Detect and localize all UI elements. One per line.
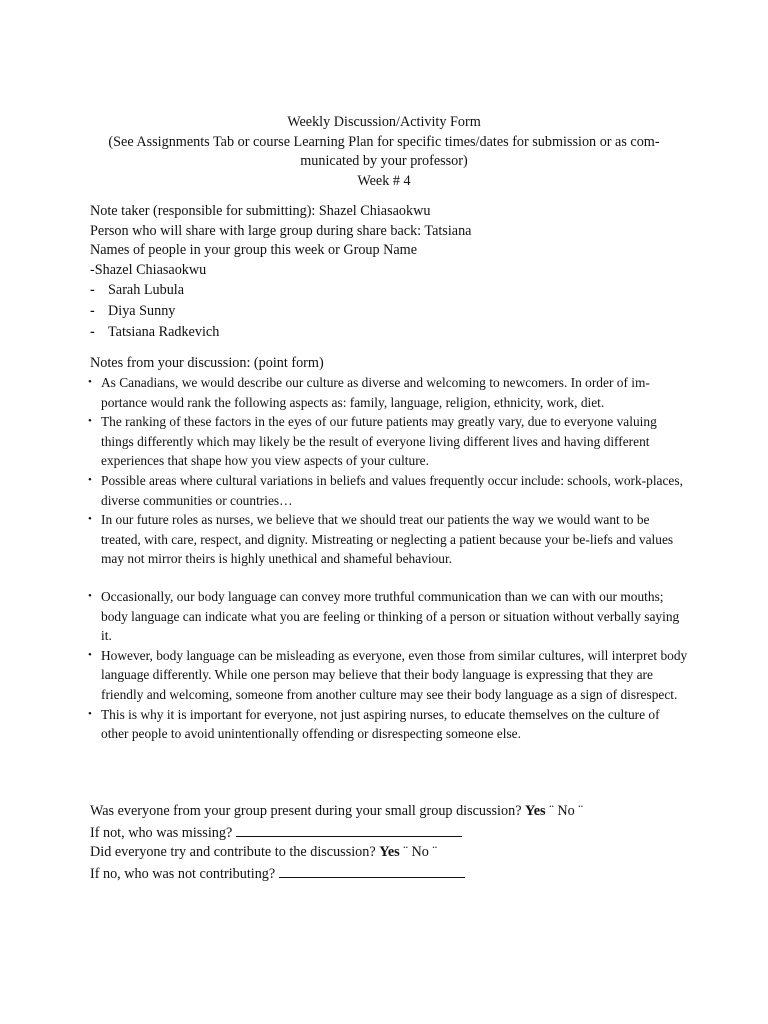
options-text: ¨ No ¨ xyxy=(545,803,583,819)
attendance-questions xyxy=(90,802,700,884)
form-subtitle: (See Assignments Tab or course Learning Plan for specific times/dates for submission or as com-municated by your professor) xyxy=(108,133,660,169)
note-text: In our future roles as nurses, we believe that we should treat our patients the way we would want to be treated, with care, respect, and dignity. Mistreating or neglecting a patient because your be-liefs and values may not mirror theirs is highly unethical and shameful behaviour. xyxy=(101,512,674,567)
member-name: Tatsiana Radkevich xyxy=(108,324,220,340)
question-text: If no, who was not contributing? xyxy=(90,865,276,882)
group-info xyxy=(90,202,690,343)
dash-marker: - xyxy=(90,282,95,298)
member-item xyxy=(90,301,690,322)
question-not-contributing xyxy=(90,863,700,885)
dash-marker: - xyxy=(90,324,95,340)
bullet-icon: • xyxy=(88,513,92,526)
dash-marker: - xyxy=(90,303,95,319)
question-text: Did everyone try and contribute to the discussion? xyxy=(90,844,376,861)
note-item xyxy=(88,471,688,510)
question-contribute xyxy=(90,843,700,863)
notes-list-2 xyxy=(88,587,688,744)
notes-heading: Notes from your discussion: (point form) xyxy=(90,355,324,371)
group-names-label: Names of people in your group this week or Group Name xyxy=(90,242,418,258)
notes-list-1 xyxy=(88,373,688,569)
form-title: Weekly Discussion/Activity Form xyxy=(287,114,481,130)
note-item xyxy=(88,587,688,646)
answer-blank[interactable] xyxy=(236,822,462,837)
member-item xyxy=(90,280,690,301)
week-number: Week # 4 xyxy=(357,172,411,189)
question-text: If not, who was missing? xyxy=(90,824,233,841)
bullet-icon: • xyxy=(88,590,92,602)
question-present xyxy=(90,802,700,822)
note-text: The ranking of these factors in the eyes of our future patients may greatly vary, due to everyone valuing things differently which may likely be the result of everyone living different lives and having different experiences that shape how you view aspects of your culture. xyxy=(101,414,657,469)
note-text: As Canadians, we would describe our culture as diverse and welcoming to newcomers. In order of im-portance would rank the following aspects as: family, language, religion, ethnicity, work, diet. xyxy=(101,375,650,410)
first-member: -Shazel Chiasaokwu xyxy=(90,261,207,278)
form-header xyxy=(80,113,688,191)
note-text: Occasionally, our body language can convey more truthful communication than we can with our mouths; body language can indicate what you are feeling or thinking of a person or situation without verbally saying it. xyxy=(101,589,680,644)
note-taker-line: Note taker (responsible for submitting): Shazel Chiasaokwu xyxy=(90,203,431,219)
note-item xyxy=(88,412,688,471)
question-text: Was everyone from your group present during your small group discussion? xyxy=(90,803,522,819)
bullet-icon: • xyxy=(88,473,92,486)
sharer-line: Person who will share with large group during share back: Tatsiana xyxy=(90,222,472,239)
yes-answer: Yes xyxy=(525,803,546,819)
member-item xyxy=(90,322,690,343)
note-item xyxy=(88,373,688,412)
answer-blank[interactable] xyxy=(279,863,465,878)
bullet-icon: • xyxy=(88,707,92,720)
bullet-icon: • xyxy=(88,376,92,388)
bullet-icon: • xyxy=(88,648,92,661)
note-text: This is why it is important for everyone, not just aspiring nurses, to educate themselves on the culture of other people to avoid unintentionally offending or disrespecting someone else. xyxy=(101,706,660,742)
note-text: However, body language can be misleading as everyone, even those from similar cultures, will interpret body language differently. While one person may believe that their body language is expressing that they are friendly and welcoming, someone from another culture may see their body language as a sign of disrespect. xyxy=(101,647,688,702)
member-name: Diya Sunny xyxy=(108,303,176,319)
note-item xyxy=(88,510,688,569)
member-name: Sarah Lubula xyxy=(108,282,185,298)
note-text: Possible areas where cultural variations in beliefs and values frequently occur include: schools, work-places, diverse communities or countries… xyxy=(101,472,683,508)
note-item xyxy=(88,705,688,744)
yes-answer: Yes xyxy=(379,844,400,861)
note-item xyxy=(88,646,688,705)
bullet-icon: • xyxy=(88,415,92,428)
member-list xyxy=(90,280,690,343)
options-text: ¨ No ¨ xyxy=(399,844,438,861)
question-missing xyxy=(90,822,700,844)
